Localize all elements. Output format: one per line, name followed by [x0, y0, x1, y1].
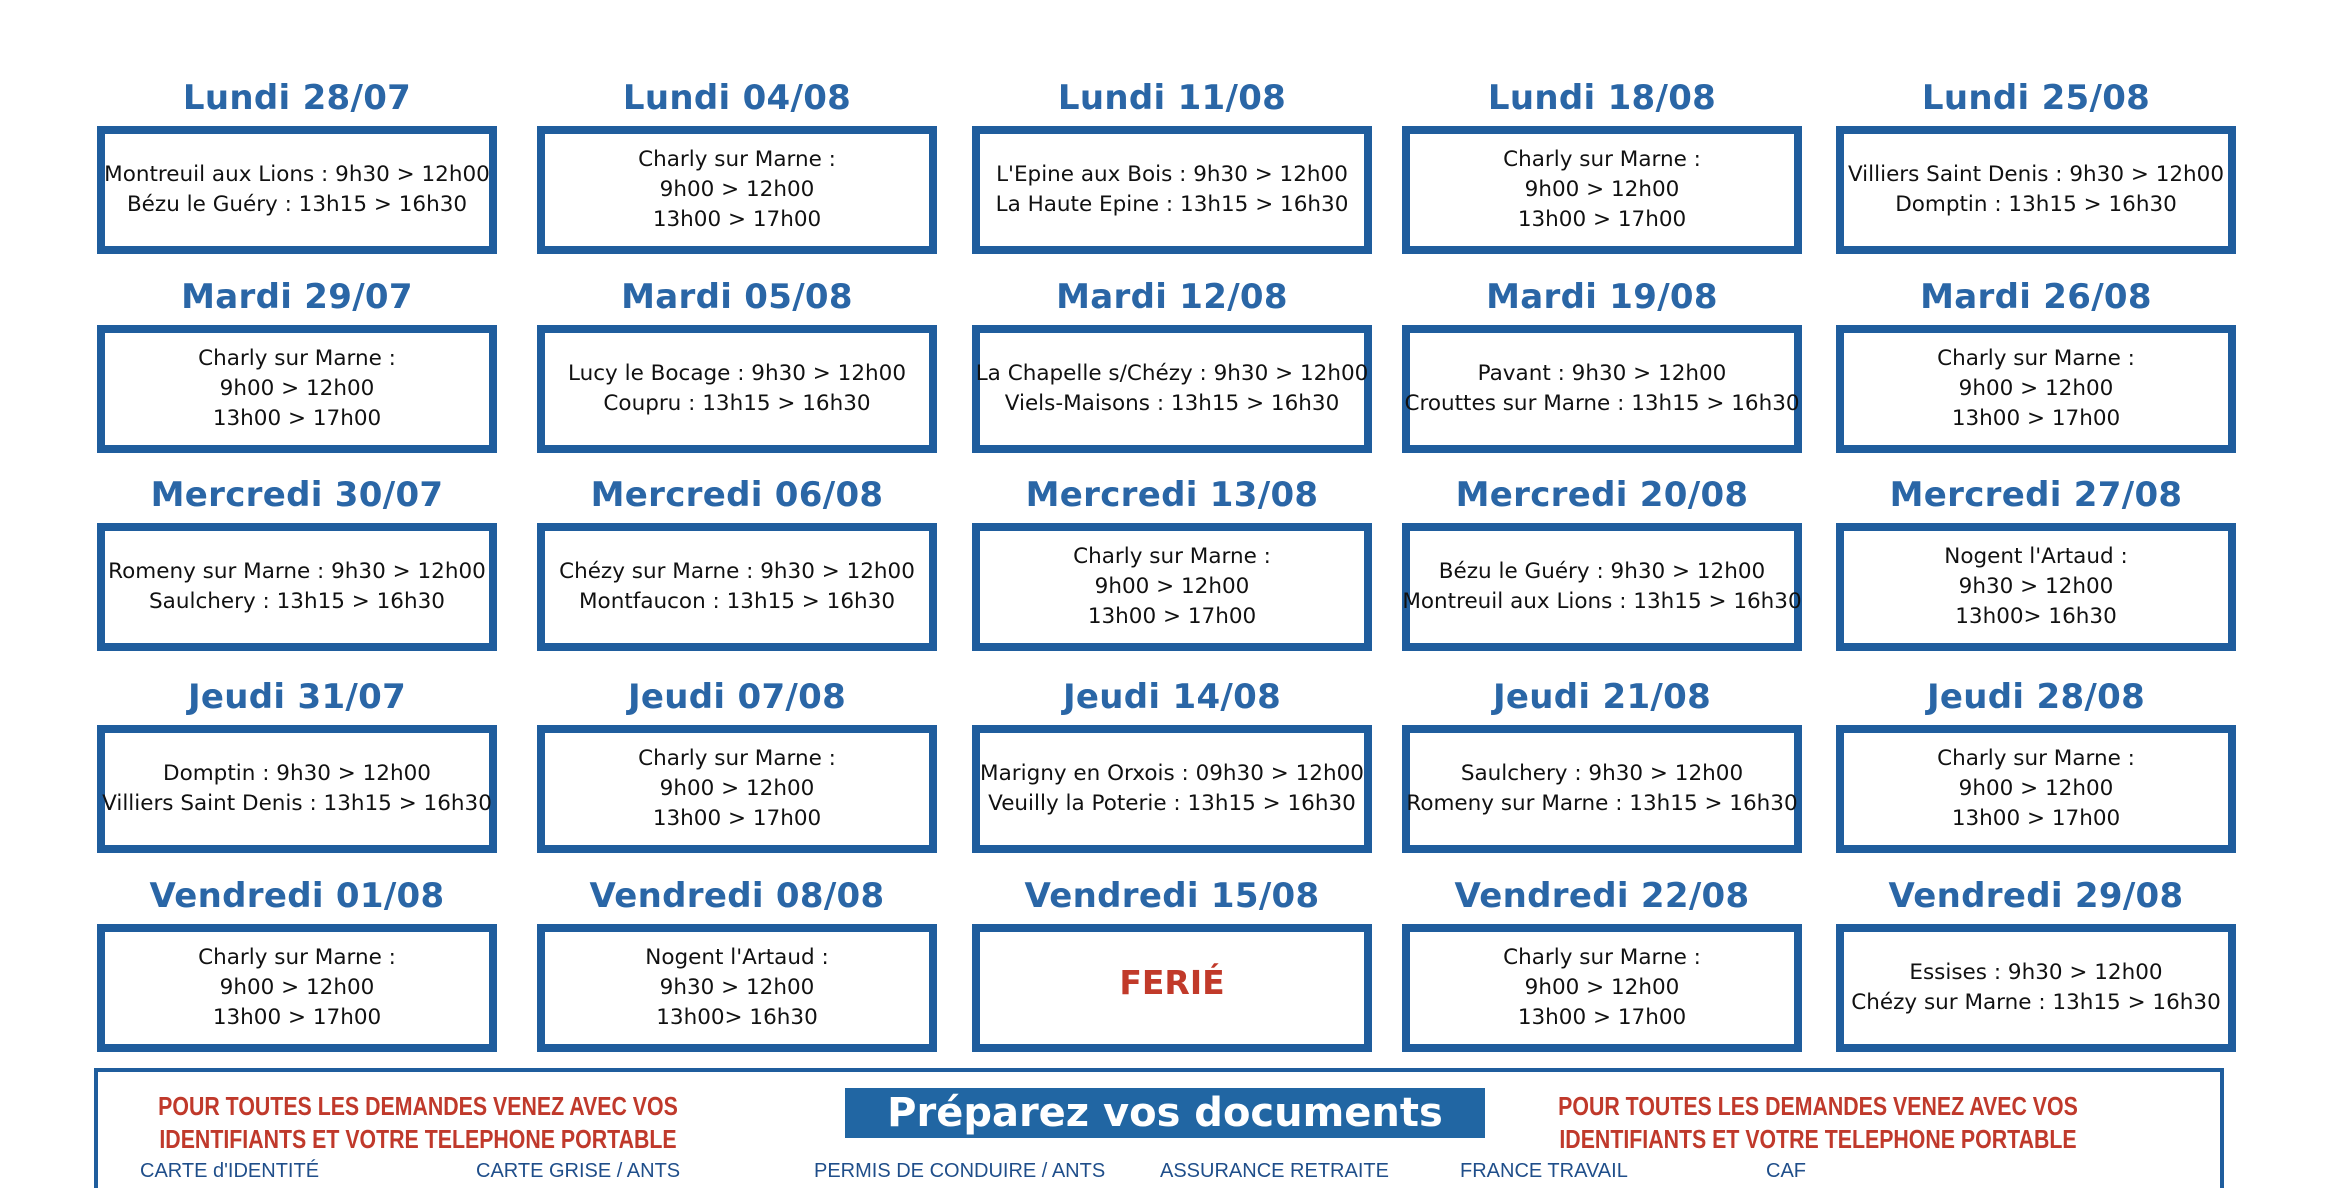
- schedule-line: Coupru : 13h15 > 16h30: [603, 391, 871, 416]
- schedule-line: Viels-Maisons : 13h15 > 16h30: [1004, 391, 1340, 416]
- day-heading: Lundi 28/07: [182, 78, 412, 118]
- schedule-day: [1836, 74, 2236, 272]
- schedule-box: [537, 924, 937, 1052]
- schedule-line: Villiers Saint Denis : 9h30 > 12h00: [1847, 162, 2225, 187]
- day-heading: Mercredi 27/08: [1889, 475, 2183, 515]
- documents-title: Préparez vos documents: [845, 1088, 1485, 1138]
- schedule-line: Charly sur Marne :: [1073, 544, 1271, 569]
- schedule-box: [537, 126, 937, 254]
- schedule-line: Charly sur Marne :: [1937, 746, 2135, 771]
- schedule-line: Pavant : 9h30 > 12h00: [1477, 361, 1727, 386]
- schedule-line: 9h00 > 12h00: [1958, 776, 2114, 801]
- document-item: CARTE d'IDENTITÉ: [140, 1160, 320, 1182]
- schedule-line: Marigny en Orxois : 09h30 > 12h00: [980, 761, 1364, 786]
- schedule-day: [972, 273, 1372, 471]
- schedule-line: La Haute Epine : 13h15 > 16h30: [995, 192, 1349, 217]
- schedule-line: 9h00 > 12h00: [659, 776, 815, 801]
- day-heading: Vendredi 08/08: [589, 876, 885, 916]
- day-heading: Lundi 25/08: [1921, 78, 2151, 118]
- schedule-day: [1836, 673, 2236, 871]
- schedule-day: [1402, 872, 1802, 1070]
- day-heading: Mardi 12/08: [1056, 277, 1288, 317]
- schedule-line: 9h00 > 12h00: [1524, 177, 1680, 202]
- schedule-line: Charly sur Marne :: [198, 346, 396, 371]
- schedule-line: Charly sur Marne :: [1937, 346, 2135, 371]
- schedule-box: [537, 523, 937, 651]
- schedule-line: 13h00 > 17h00: [1517, 207, 1687, 232]
- day-heading: Jeudi 31/07: [187, 677, 407, 717]
- day-heading: Mardi 19/08: [1486, 277, 1718, 317]
- document-item: CAF: [1766, 1160, 1806, 1182]
- schedule-box: [97, 523, 497, 651]
- schedule-line: Charly sur Marne :: [1503, 147, 1701, 172]
- schedule-line: Chézy sur Marne : 9h30 > 12h00: [559, 559, 915, 584]
- schedule-box: [1402, 924, 1802, 1052]
- schedule-line: Bézu le Guéry : 13h15 > 16h30: [126, 192, 468, 217]
- schedule-day: [97, 673, 497, 871]
- schedule-day: [1402, 74, 1802, 272]
- schedule-line: Montreuil aux Lions : 13h15 > 16h30: [1402, 589, 1802, 614]
- schedule-box: [1402, 725, 1802, 853]
- schedule-box: [1402, 325, 1802, 453]
- schedule-day: [97, 74, 497, 272]
- schedule-day: [537, 673, 937, 871]
- schedule-day: [537, 471, 937, 669]
- schedule-line: 13h00> 16h30: [1955, 604, 2117, 629]
- schedule-line: 9h30 > 12h00: [1958, 574, 2114, 599]
- schedule-line: Domptin : 9h30 > 12h00: [163, 761, 431, 786]
- day-heading: Jeudi 28/08: [1926, 677, 2146, 717]
- day-heading: Vendredi 15/08: [1024, 876, 1320, 916]
- day-heading: Mardi 26/08: [1920, 277, 2152, 317]
- schedule-line: Charly sur Marne :: [198, 945, 396, 970]
- document-item: FRANCE TRAVAIL: [1460, 1160, 1628, 1182]
- schedule-box: [1836, 725, 2236, 853]
- schedule-box: [1836, 126, 2236, 254]
- schedule-box: [537, 325, 937, 453]
- schedule-line: L'Epine aux Bois : 9h30 > 12h00: [996, 162, 1348, 187]
- schedule-box: [972, 523, 1372, 651]
- schedule-day: [972, 872, 1372, 1070]
- schedule-line: 13h00 > 17h00: [212, 1005, 382, 1030]
- schedule-box: [972, 924, 1372, 1052]
- schedule-line: 13h00 > 17h00: [1951, 406, 2121, 431]
- day-heading: Lundi 11/08: [1057, 78, 1287, 118]
- day-heading: Mercredi 13/08: [1025, 475, 1319, 515]
- schedule-line: Charly sur Marne :: [638, 746, 836, 771]
- schedule-day: [537, 273, 937, 471]
- schedule-day: [97, 872, 497, 1070]
- schedule-line: Villiers Saint Denis : 13h15 > 16h30: [102, 791, 492, 816]
- schedule-line: Domptin : 13h15 > 16h30: [1895, 192, 2177, 217]
- schedule-line: Nogent l'Artaud :: [1944, 544, 2128, 569]
- schedule-box: [97, 924, 497, 1052]
- schedule-line: 13h00 > 17h00: [1087, 604, 1257, 629]
- schedule-line: Lucy le Bocage : 9h30 > 12h00: [567, 361, 907, 386]
- day-heading: Lundi 18/08: [1487, 78, 1717, 118]
- day-heading: Jeudi 07/08: [627, 677, 847, 717]
- schedule-line: 13h00 > 17h00: [1517, 1005, 1687, 1030]
- schedule-day: [1836, 872, 2236, 1070]
- schedule-line: Romeny sur Marne : 13h15 > 16h30: [1406, 791, 1798, 816]
- day-heading: Mardi 29/07: [181, 277, 413, 317]
- schedule-day: [1836, 273, 2236, 471]
- schedule-day: [972, 74, 1372, 272]
- document-item: CARTE GRISE / ANTS: [476, 1160, 681, 1182]
- documents-panel: [94, 1068, 2224, 1188]
- schedule-line: Charly sur Marne :: [638, 147, 836, 172]
- day-heading: Vendredi 01/08: [149, 876, 445, 916]
- schedule-day: [537, 872, 937, 1070]
- day-heading: Mardi 05/08: [621, 277, 853, 317]
- day-heading: Mercredi 30/07: [150, 475, 444, 515]
- schedule-day: [1836, 471, 2236, 669]
- day-heading: Vendredi 22/08: [1454, 876, 1750, 916]
- schedule-line: Nogent l'Artaud :: [645, 945, 829, 970]
- schedule-line: 13h00 > 17h00: [212, 406, 382, 431]
- schedule-day: [972, 673, 1372, 871]
- notice-right: POUR TOUTES LES DEMANDES VENEZ AVEC VOS IDENTIFIANTS ET VOTRE TELEPHONE PORTABLE: [1558, 1091, 2078, 1154]
- schedule-line: Montfaucon : 13h15 > 16h30: [578, 589, 895, 614]
- day-heading: Lundi 04/08: [622, 78, 852, 118]
- schedule-line: Essises : 9h30 > 12h00: [1909, 960, 2163, 985]
- schedule-line: 9h00 > 12h00: [219, 376, 375, 401]
- schedule-line: Montreuil aux Lions : 9h30 > 12h00: [104, 162, 490, 187]
- schedule-box: [1836, 325, 2236, 453]
- schedule-line: Saulchery : 13h15 > 16h30: [149, 589, 445, 614]
- schedule-box: [1836, 523, 2236, 651]
- schedule-day: [97, 273, 497, 471]
- schedule-line: Chézy sur Marne : 13h15 > 16h30: [1851, 990, 2221, 1015]
- schedule-box: [972, 126, 1372, 254]
- schedule-line: Veuilly la Poterie : 13h15 > 16h30: [988, 791, 1356, 816]
- schedule-box: [1402, 523, 1802, 651]
- schedule-day: [1402, 673, 1802, 871]
- schedule-line: Charly sur Marne :: [1503, 945, 1701, 970]
- schedule-day: [97, 471, 497, 669]
- schedule-line: 13h00 > 17h00: [1951, 806, 2121, 831]
- schedule-line: 13h00 > 17h00: [652, 806, 822, 831]
- schedule-day: [1402, 471, 1802, 669]
- schedule-line: 13h00 > 17h00: [652, 207, 822, 232]
- schedule-line: La Chapelle s/Chézy : 9h30 > 12h00: [975, 361, 1369, 386]
- schedule-day: [972, 471, 1372, 669]
- schedule-box: [97, 126, 497, 254]
- day-heading: Mercredi 20/08: [1455, 475, 1749, 515]
- schedule-line: 9h00 > 12h00: [1524, 975, 1680, 1000]
- schedule-line: 9h30 > 12h00: [659, 975, 815, 1000]
- schedule-line: 9h00 > 12h00: [219, 975, 375, 1000]
- schedule-box: [1402, 126, 1802, 254]
- schedule-box: [1836, 924, 2236, 1052]
- schedule-day: [1402, 273, 1802, 471]
- schedule-line: 9h00 > 12h00: [1958, 376, 2114, 401]
- schedule-line: Saulchery : 9h30 > 12h00: [1460, 761, 1744, 786]
- schedule-day: [537, 74, 937, 272]
- schedule-box: [972, 325, 1372, 453]
- schedule-line: 9h00 > 12h00: [1094, 574, 1250, 599]
- schedule-line: Romeny sur Marne : 9h30 > 12h00: [108, 559, 486, 584]
- notice-left: POUR TOUTES LES DEMANDES VENEZ AVEC VOS IDENTIFIANTS ET VOTRE TELEPHONE PORTABLE: [158, 1091, 678, 1154]
- schedule-box: [97, 725, 497, 853]
- holiday-label: FERIÉ: [1119, 962, 1225, 1002]
- day-heading: Vendredi 29/08: [1888, 876, 2184, 916]
- day-heading: Jeudi 21/08: [1492, 677, 1712, 717]
- schedule-line: 9h00 > 12h00: [659, 177, 815, 202]
- schedule-line: 13h00> 16h30: [656, 1005, 818, 1030]
- schedule-box: [97, 325, 497, 453]
- schedule-line: Crouttes sur Marne : 13h15 > 16h30: [1404, 391, 1800, 416]
- day-heading: Jeudi 14/08: [1062, 677, 1282, 717]
- schedule-line: Bézu le Guéry : 9h30 > 12h00: [1438, 559, 1766, 584]
- document-item: PERMIS DE CONDUIRE / ANTS: [814, 1160, 1106, 1182]
- day-heading: Mercredi 06/08: [590, 475, 884, 515]
- document-item: ASSURANCE RETRAITE: [1160, 1160, 1389, 1182]
- schedule-box: [537, 725, 937, 853]
- schedule-box: [972, 725, 1372, 853]
